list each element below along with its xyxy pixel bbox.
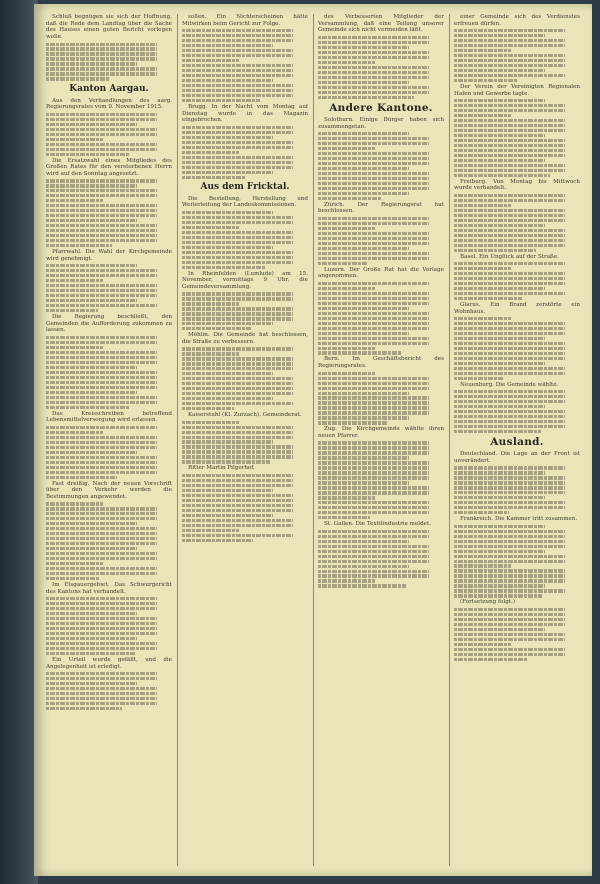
print-texture <box>454 99 580 177</box>
article-paragraph: einer Gemeinde sich des Verdienstes erfreuen dürfen. <box>454 14 580 27</box>
article-paragraph: Fast dreißig. Nach der neuen Vorschrift über den Verkehr werden die Bestimmungen angewendet. <box>46 480 172 500</box>
print-texture <box>318 36 444 99</box>
article-paragraph: Die Bestellung, Herstellung und Weiterleitung der Landeskommissionen. <box>182 195 308 209</box>
print-texture <box>318 441 444 519</box>
article-paragraph: Solothurn. Einige Bürger haben sich zusammengetan. <box>318 116 444 130</box>
article-paragraph: Die Ersatzwahl eines Mitgliedes des Großen Rates für den verstorbenen Herrn wird auf den Sonntag angesetzt. <box>46 157 172 177</box>
print-texture <box>318 530 444 588</box>
print-texture <box>454 608 580 661</box>
article-paragraph: Freiburg. Von Montag bis Mittwoch wurde verhandelt. <box>454 178 580 192</box>
article-paragraph: (Fortsetzung folgt.) <box>460 599 516 606</box>
article-paragraph: Möhlin. Die Gemeinde hat beschlossen, die Straße zu verbessern. <box>182 332 308 345</box>
article-paragraph: Zug. Die Kirchgemeinde wählte ihren neuen Pfarrer. <box>318 426 444 440</box>
article-paragraph: St. Gallen. Die Textilindustrie meldet. <box>324 521 432 528</box>
print-texture <box>454 525 580 598</box>
print-texture <box>454 317 580 380</box>
section-heading: Ausland. <box>490 436 544 449</box>
article-paragraph: Deutschland. Die Lage an der Front ist unverändert. <box>454 451 580 464</box>
article-paragraph: Kaiserstuhl (Kl. Zurzach). Gemeinderat. <box>188 412 302 419</box>
print-texture <box>46 672 172 710</box>
column-4 <box>454 14 580 866</box>
article-paragraph: Neuenburg. Die Gemeinde wählte. <box>460 381 559 388</box>
print-texture <box>454 194 580 252</box>
column-rule <box>177 14 178 866</box>
article-paragraph: Im Elsgauergebiet. Das Schwurgericht des Kantons hat verhandelt. <box>46 582 172 595</box>
article-paragraph: Zürich. Der Regierungsrat hat beschlossen. <box>318 201 444 215</box>
print-texture <box>46 336 172 409</box>
article-paragraph: Der Verein der Vereinigten Regionalen Hafen und Gewerbe tagte. <box>454 83 580 97</box>
print-texture <box>46 179 172 247</box>
print-texture <box>182 421 308 464</box>
article-paragraph: Schluß begnügen sie sich der Hoffnung, daß die Rede dem Landtag über die Sache des Hauses einen guten Bericht vorlegen wolle. <box>46 14 172 41</box>
article-paragraph: Glarus. Ein Brand zerstörte ein Wohnhaus. <box>454 301 580 315</box>
print-texture <box>318 282 444 355</box>
newspaper-page <box>34 4 592 876</box>
print-texture <box>46 502 172 580</box>
article-paragraph: des Verbesserten Mitglieder der Versammlung, daß eine Teilung unserer Gemeinde sich nicht vermeiden läßt. <box>318 14 444 34</box>
article-paragraph: Frankreich. Die Kammer tritt zusammen. <box>460 516 578 523</box>
print-texture <box>454 390 580 433</box>
print-texture <box>454 29 580 82</box>
print-texture <box>46 113 172 156</box>
article-paragraph: Pfarrwahl. Die Wahl der Kirchgemeinde wird genehmigt. <box>46 249 172 262</box>
article-paragraph: Bern. Im Geschäftsbericht des Regierungsrates. <box>318 356 444 370</box>
article-paragraph: sollen. Ein Nichterscheinen hätte Mitwirken beim Gericht zur Folge. <box>182 14 308 27</box>
column-2 <box>182 14 308 866</box>
article-paragraph: In Rheinfelden (Lumlude) am 15. November, vormittags 9 Uhr, die Gemeindeversammlung. <box>182 270 308 290</box>
print-texture <box>318 372 444 425</box>
print-texture <box>182 347 308 410</box>
section-heading: Aus dem Fricktal. <box>200 181 290 192</box>
article-paragraph: Die Regierung beschließt, den Gemeinden die Aufforderung zukommen zu lassen. <box>46 314 172 334</box>
print-texture <box>182 292 308 330</box>
print-texture <box>454 466 580 514</box>
print-texture <box>318 217 444 265</box>
article-paragraph: Ein Urteil wurde gefällt, und die Angelegenheit ist erledigt. <box>46 656 172 670</box>
print-texture <box>46 597 172 655</box>
print-texture <box>182 474 308 542</box>
print-texture <box>182 29 308 102</box>
article-paragraph: Brugg. In der Nacht vom Montag auf Dienstag wurde in das Magazin eingebrochen. <box>182 103 308 124</box>
column-rule <box>449 14 450 866</box>
column-1 <box>46 14 172 866</box>
book-spine <box>0 0 38 884</box>
print-texture <box>318 132 444 200</box>
article-paragraph: Das Kreisschreiben betreffend Lebensmittelversorgung wird erlassen. <box>46 410 172 424</box>
article-paragraph: Aus den Verhandlungen des aarg. Regierungsrates vom 9. November 1915. <box>46 97 172 111</box>
article-paragraph: Basel. Ein Unglück auf der Straße. <box>460 253 559 260</box>
print-texture <box>46 43 172 81</box>
print-texture <box>46 264 172 312</box>
print-texture <box>454 262 580 300</box>
column-3 <box>318 14 444 866</box>
print-texture <box>46 426 172 479</box>
section-heading: Andere Kantone. <box>329 101 433 114</box>
print-texture <box>182 126 308 179</box>
section-heading: Kanton Aargau. <box>69 83 149 94</box>
article-paragraph: Luzern. Der Große Rat hat die Vorlage angenommen. <box>318 266 444 280</box>
column-rule <box>313 14 314 866</box>
print-texture <box>182 211 308 269</box>
article-paragraph: Ritter Martin Pilgerhof. <box>188 465 255 472</box>
